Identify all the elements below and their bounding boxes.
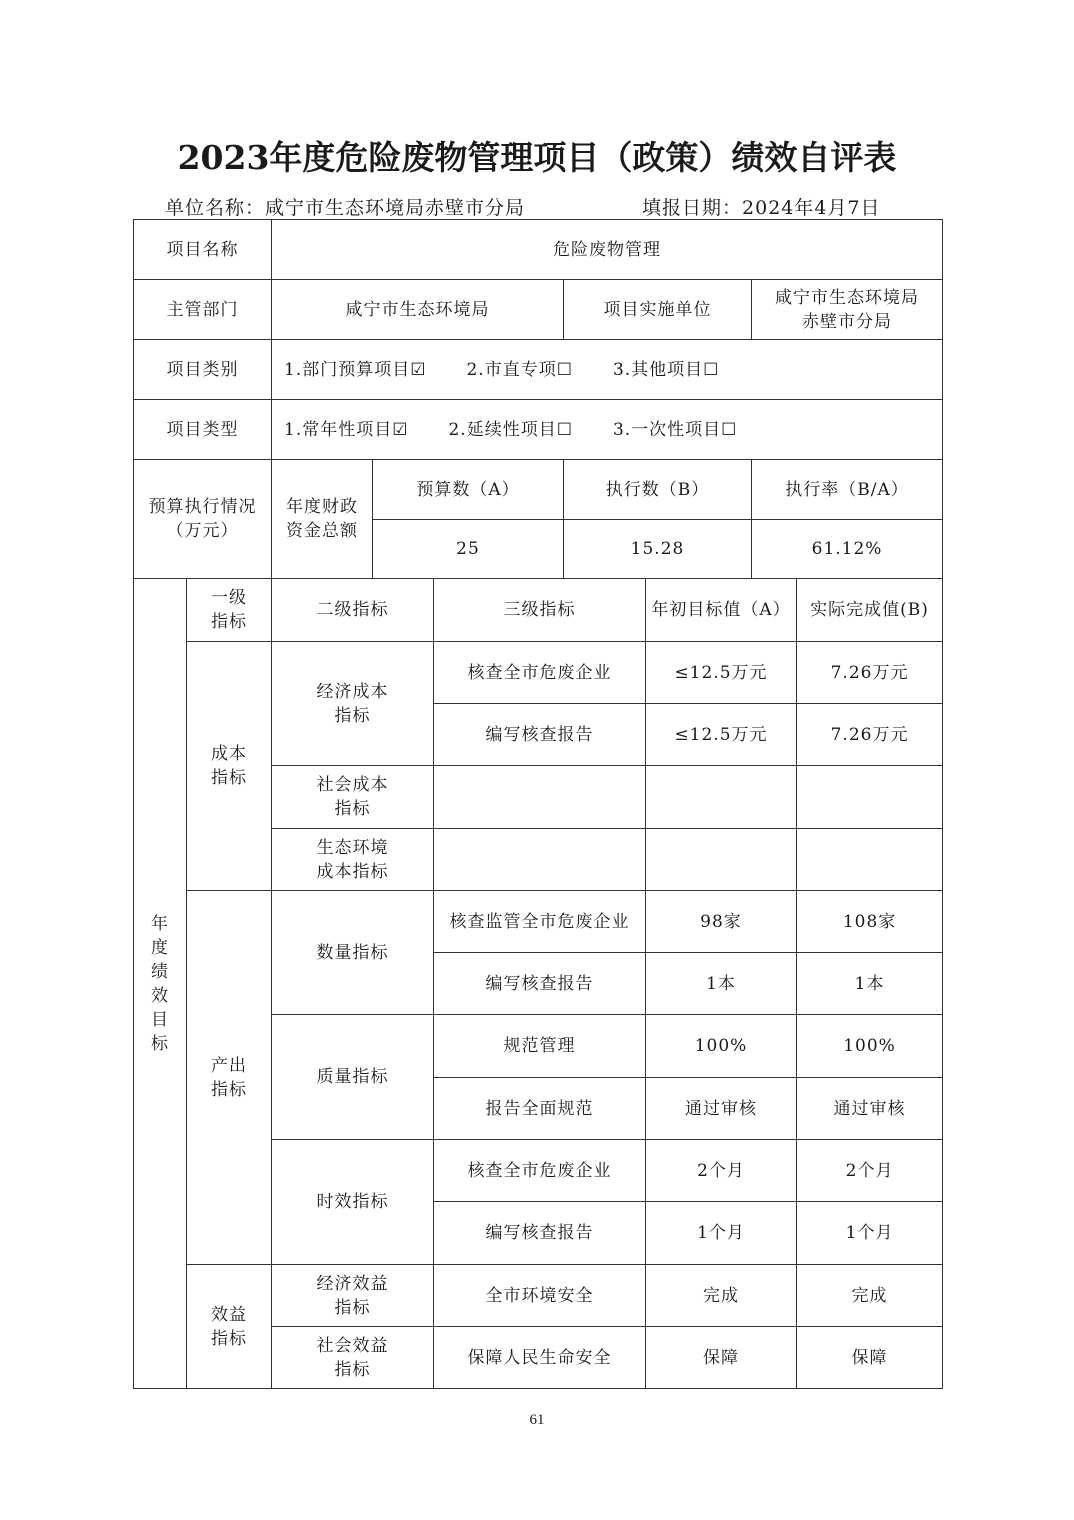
empty-cell	[434, 829, 646, 891]
actual-cell: 7.26万元	[797, 704, 943, 766]
l3-cell: 规范管理	[434, 1015, 646, 1078]
category-label: 项目类别	[134, 340, 272, 400]
budget-label-line-1: 预算执行情况	[148, 497, 257, 517]
rate-label: 执行率（B/A）	[752, 460, 943, 520]
level1-header-line-1: 一级	[211, 588, 247, 608]
unit-name: 咸宁市生态环境局赤壁市分局	[265, 197, 526, 219]
project-name-row	[134, 220, 943, 280]
cost-eco-l2	[272, 829, 434, 891]
cost-social-line-1: 社会成本	[316, 775, 389, 795]
level1-header-line-2: 指标	[211, 612, 247, 632]
l3-cell: 核查全市危废企业	[434, 1140, 646, 1202]
evaluation-table	[133, 219, 943, 1389]
annual-goal-char: 目	[151, 1009, 169, 1030]
budget-label-line-2: （万元）	[166, 521, 239, 541]
benefit-social-line-2: 指标	[334, 1359, 371, 1380]
l3-cell: 编写核查报告	[434, 704, 646, 766]
annual-goal-char: 效	[151, 985, 169, 1006]
category-option-1: 1.部门预算项目☑	[284, 359, 427, 380]
date-value: 2024年4月7日	[742, 197, 881, 219]
cost-l1-line-2: 指标	[211, 768, 247, 788]
date-line	[642, 193, 881, 220]
type-row	[134, 400, 943, 460]
budget-label	[134, 460, 272, 579]
target-cell: ≤12.5万元	[646, 642, 797, 704]
l3-cell: 全市环境安全	[434, 1265, 646, 1327]
cost-l1-line-1: 成本	[211, 744, 247, 764]
budget-a-value: 25	[373, 520, 564, 579]
output-l1	[187, 891, 272, 1265]
annual-fund-label	[272, 460, 373, 579]
impl-value-line-2: 赤壁市分局	[802, 311, 893, 332]
rate-value: 61.12%	[752, 520, 943, 579]
target-cell: 保障	[646, 1327, 797, 1389]
impl-value	[752, 280, 943, 340]
budget-a-label: 预算数（A）	[373, 460, 564, 520]
category-option-2: 2.市直专项☐	[466, 359, 573, 380]
date-label: 填报日期：	[642, 197, 743, 219]
l3-cell: 核查全市危废企业	[434, 642, 646, 704]
annual-goal-label	[134, 579, 187, 1389]
category-row	[134, 340, 943, 400]
actual-cell: 1个月	[797, 1202, 943, 1265]
empty-cell	[434, 766, 646, 829]
dept-value: 咸宁市生态环境局	[272, 280, 564, 340]
table-row	[134, 642, 943, 704]
output-quantity-l2: 数量指标	[272, 891, 434, 1015]
actual-cell: 通过审核	[797, 1078, 943, 1140]
level2-header: 二级指标	[272, 579, 434, 642]
l3-cell: 编写核查报告	[434, 1202, 646, 1265]
empty-cell	[797, 829, 943, 891]
page-number: 61	[529, 1412, 545, 1428]
benefit-econ-line-1: 经济效益	[316, 1273, 389, 1294]
l3-cell: 保障人民生命安全	[434, 1327, 646, 1389]
empty-cell	[646, 829, 797, 891]
actual-cell: 2个月	[797, 1140, 943, 1202]
target-cell: 1本	[646, 953, 797, 1015]
level1-header	[187, 579, 272, 642]
table-row	[134, 891, 943, 953]
benefit-social-line-1: 社会效益	[316, 1335, 389, 1356]
project-name-value: 危险废物管理	[272, 220, 943, 280]
benefit-l1	[187, 1265, 272, 1389]
type-label: 项目类型	[134, 400, 272, 460]
actual-cell: 108家	[797, 891, 943, 953]
impl-value-line-1: 咸宁市生态环境局	[775, 287, 920, 308]
target-cell: 100%	[646, 1015, 797, 1078]
empty-cell	[797, 766, 943, 829]
benefit-l1-line-2: 指标	[211, 1328, 247, 1349]
table-row	[134, 1265, 943, 1327]
type-option-1: 1.常年性项目☑	[284, 419, 409, 440]
l3-cell: 编写核查报告	[434, 953, 646, 1015]
category-options	[272, 340, 943, 400]
unit-line	[165, 193, 525, 220]
cost-social-line-2: 指标	[334, 799, 371, 819]
category-option-3: 3.其他项目☐	[612, 359, 720, 380]
level3-header: 三级指标	[434, 579, 646, 642]
annual-goal-char: 度	[151, 937, 169, 958]
output-quality-l2: 质量指标	[272, 1015, 434, 1140]
annual-goal-char: 年	[151, 913, 169, 934]
actual-cell: 100%	[797, 1015, 943, 1078]
benefit-econ-l2	[272, 1265, 434, 1327]
indicator-header-row	[134, 579, 943, 642]
cost-eco-line-1: 生态环境	[316, 837, 389, 858]
benefit-econ-line-2: 指标	[334, 1297, 371, 1318]
benefit-l1-line-1: 效益	[211, 1304, 247, 1325]
target-cell: 98家	[646, 891, 797, 953]
output-l1-line-1: 产出	[211, 1055, 247, 1076]
cost-econ-line-1: 经济成本	[316, 681, 389, 702]
unit-label: 单位名称：	[165, 197, 266, 219]
target-cell: 2个月	[646, 1140, 797, 1202]
cost-econ-line-2: 指标	[334, 705, 371, 726]
actual-cell: 1本	[797, 953, 943, 1015]
actual-cell: 7.26万元	[797, 642, 943, 704]
type-option-3: 3.一次性项目☐	[612, 419, 738, 440]
dept-row	[134, 280, 943, 340]
target-cell: 1个月	[646, 1202, 797, 1265]
annual-goal-char: 标	[151, 1033, 169, 1054]
target-cell: 通过审核	[646, 1078, 797, 1140]
actual-cell: 完成	[797, 1265, 943, 1327]
actual-cell: 保障	[797, 1327, 943, 1389]
benefit-social-l2	[272, 1327, 434, 1389]
page-title: 2023年度危险废物管理项目（政策）绩效自评表	[177, 138, 897, 177]
empty-cell	[646, 766, 797, 829]
annual-fund-line-1: 年度财政	[286, 497, 358, 517]
actual-header: 实际完成值(B)	[797, 579, 943, 642]
type-option-2: 2.延续性项目☐	[448, 419, 573, 440]
project-name-label: 项目名称	[134, 220, 272, 280]
cost-social-l2	[272, 766, 434, 829]
dept-label: 主管部门	[134, 280, 272, 340]
l3-cell: 核查监管全市危废企业	[434, 891, 646, 953]
cost-eco-line-2: 成本指标	[316, 861, 389, 882]
exec-b-value: 15.28	[564, 520, 752, 579]
l3-cell: 报告全面规范	[434, 1078, 646, 1140]
output-time-l2: 时效指标	[272, 1140, 434, 1265]
cost-l1	[187, 642, 272, 891]
target-header: 年初目标值（A）	[646, 579, 797, 642]
annual-goal-char: 绩	[151, 961, 169, 982]
target-cell: ≤12.5万元	[646, 704, 797, 766]
cost-econ-l2	[272, 642, 434, 766]
budget-header-row	[134, 460, 943, 520]
exec-b-label: 执行数（B）	[564, 460, 752, 520]
impl-label: 项目实施单位	[564, 280, 752, 340]
annual-fund-line-2: 资金总额	[286, 521, 358, 541]
type-options	[272, 400, 943, 460]
target-cell: 完成	[646, 1265, 797, 1327]
output-l1-line-2: 指标	[211, 1079, 247, 1100]
